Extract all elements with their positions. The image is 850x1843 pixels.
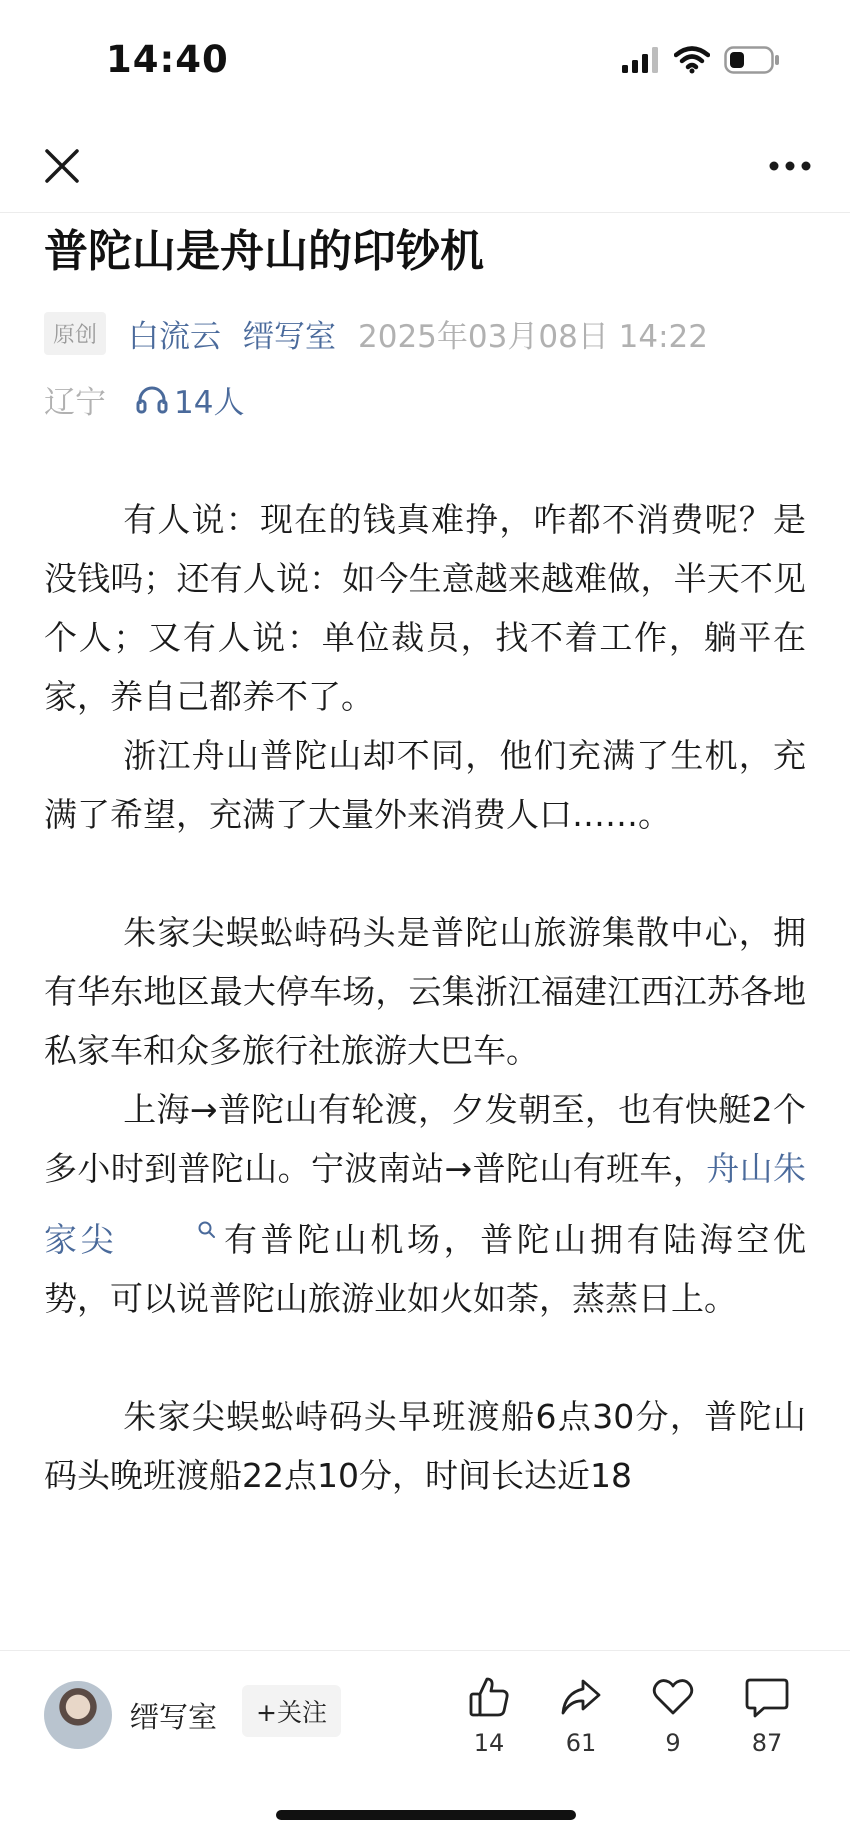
article-body: [44, 490, 806, 1650]
home-indicator[interactable]: [276, 1810, 576, 1820]
article-meta-secondary: [44, 376, 244, 422]
signal-icon: [622, 47, 660, 77]
battery-icon: [724, 46, 780, 78]
paragraph: [44, 1080, 806, 1328]
search-link[interactable]: 舟山朱家尖: [44, 1149, 806, 1259]
location-label: 辽宁: [44, 384, 106, 421]
heart-icon: [651, 1675, 695, 1719]
like-count: 14: [473, 1729, 505, 1757]
search-icon[interactable]: [119, 1198, 216, 1257]
headphones-icon[interactable]: [136, 384, 168, 414]
nav-bar: [0, 120, 850, 213]
column-link[interactable]: 缙写室: [243, 318, 337, 355]
avatar[interactable]: [44, 1681, 112, 1749]
follow-button[interactable]: +关注: [242, 1685, 341, 1737]
close-icon: [44, 148, 80, 184]
comment-button[interactable]: [732, 1675, 802, 1757]
author-link[interactable]: 白流云: [128, 318, 222, 355]
wifi-icon: [674, 46, 710, 78]
more-button[interactable]: [760, 140, 820, 192]
article-title: 普陀山是舟山的印钞机: [44, 226, 484, 277]
favorite-button[interactable]: [638, 1675, 708, 1757]
favorite-count: 9: [665, 1729, 681, 1757]
author-name[interactable]: 缙写室: [130, 1700, 218, 1734]
listener-count[interactable]: 14人: [174, 384, 245, 421]
paragraph: 浙江舟山普陀山却不同，他们充满了生机，充满了希望，充满了大量外来消费人口……。: [44, 736, 806, 834]
like-button[interactable]: [454, 1675, 524, 1757]
paragraph: 有人说：现在的钱真难挣，咋都不消费呢？是没钱吗；还有人说：如今生意越来越难做，半天不见个人；又有人说：单位裁员，找不着工作，躺平在家，养自己都养不了。: [44, 500, 806, 716]
paragraph-text: 有普陀山机场，普陀山拥有陆海空优势，可以说普陀山旅游业如火如荼，蒸蒸日上。: [44, 1220, 806, 1318]
status-icons: [622, 44, 780, 80]
paragraph: 朱家尖蜈蚣峙码头是普陀山旅游集散中心，拥有华东地区最大停车场，云集浙江福建江西江苏各地私家车和众多旅行社旅游大巴车。: [44, 913, 806, 1070]
status-bar: [0, 0, 850, 120]
status-time: 14:40: [106, 38, 229, 81]
paragraph-text: 上海→普陀山有轮渡，夕发朝至，也有快艇2个多小时到普陀山。宁波南站→普陀山有班车，: [44, 1090, 806, 1188]
article-meta: [44, 310, 708, 356]
comment-count: 87: [751, 1729, 783, 1757]
share-count: 61: [565, 1729, 597, 1757]
comment-icon: [744, 1675, 790, 1719]
paragraph: 朱家尖蜈蚣峙码头早班渡船6点30分，普陀山码头晚班渡船22点10分，时间长达近18: [44, 1397, 806, 1495]
more-icon: [769, 161, 811, 171]
share-icon: [559, 1675, 603, 1719]
thumbs-up-icon: [467, 1675, 511, 1719]
share-button[interactable]: [546, 1675, 616, 1757]
close-button[interactable]: [36, 140, 88, 192]
publish-datetime: 2025年03月08日 14:22: [358, 318, 708, 355]
original-badge: 原创: [44, 312, 106, 355]
